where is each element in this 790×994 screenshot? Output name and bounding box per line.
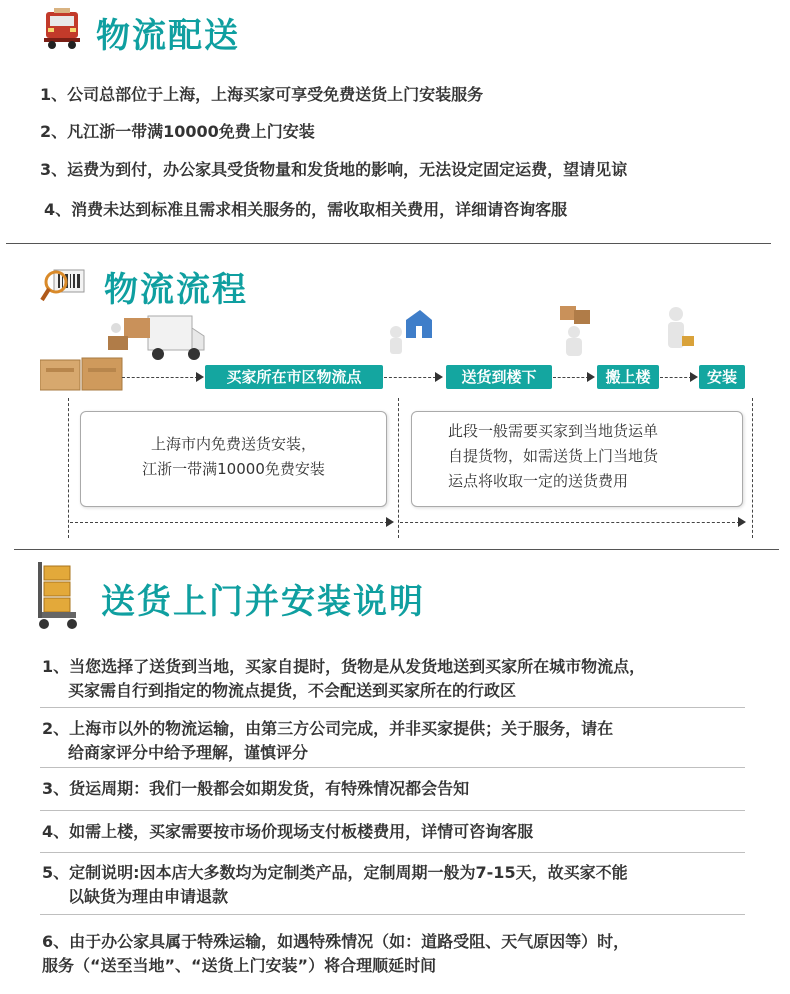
arrowhead: [587, 372, 595, 382]
divider: [40, 914, 745, 915]
delivery-truck-icon: [40, 8, 84, 52]
person-carrying-boxes-icon: [552, 306, 600, 362]
flow-arrow: [384, 377, 436, 378]
section-title-logistics: 物流配送: [96, 16, 240, 56]
section-title-logistics-process: 物流流程: [104, 270, 248, 310]
divider: [14, 549, 779, 550]
flow-step-install: 安装: [699, 365, 745, 389]
dashed-guide: [68, 398, 69, 538]
hand-truck-boxes-icon: [34, 562, 82, 632]
list-item: [42, 930, 629, 978]
list-item-line: 3、货运周期：我们一般都会如期发货，有特殊情况都会告知: [42, 779, 470, 798]
info-box-local-pickup: [411, 411, 743, 507]
list-item-line: 买家需自行到指定的物流点提货，不会配送到买家所在的行政区: [68, 681, 517, 700]
list-item-line: 给商家评分中给予理解，谨慎评分: [68, 743, 309, 762]
list-item-line: 5、定制说明:因本店大多数均为定制类产品，定制周期一般为7-15天，故买家不能: [42, 863, 628, 882]
flow-step-carry-upstairs: 搬上楼: [597, 365, 659, 389]
arrowhead: [196, 372, 204, 382]
list-item: [42, 717, 613, 765]
list-item: 2、凡江浙一带满10000免费上门安装: [40, 122, 315, 141]
divider: [40, 810, 745, 811]
person-house-icon: [384, 308, 432, 364]
list-item: [42, 820, 533, 844]
list-item-line: 以缺货为理由申请退款: [68, 887, 229, 906]
person-toolbox-icon: [660, 306, 696, 362]
list-item: 3、运费为到付，办公家具受货物量和发货地的影响，无法设定固定运费，望请见谅: [40, 160, 628, 179]
list-item: 4、消费未达到标准且需求相关服务的，需收取相关费用，详细请咨询客服: [44, 200, 568, 219]
flow-arrow: [122, 377, 198, 378]
section-title-delivery-installation: 送货上门并安装说明: [101, 582, 425, 622]
list-item-line: 6、由于办公家具属于特殊运输，如遇特殊情况（如：道路受阻、天气原因等）时，: [42, 932, 630, 951]
list-item: [42, 777, 469, 801]
arrowhead: [738, 517, 746, 527]
divider: [6, 243, 771, 244]
box-line: 自提货物，如需送货上门当地货: [448, 447, 659, 465]
box-line: 运点将收取一定的送货费用: [448, 472, 629, 490]
arrowhead: [690, 372, 698, 382]
list-item-line: 服务（“送至当地”、“送货上门安装”）将合理顺延时间: [42, 956, 437, 975]
list-item-line: 1、当您选择了送货到当地，买家自提时，货物是从发货地送到买家所在城市物流点，: [42, 657, 646, 676]
list-item: [42, 655, 645, 703]
list-item-line: 4、如需上楼，买家需要按市场价现场支付板楼费用，详情可咨询客服: [42, 822, 534, 841]
flow-step-deliver-downstairs: 送货到楼下: [446, 365, 552, 389]
flow-step-city-logistics-point: 买家所在市区物流点: [205, 365, 383, 389]
moving-van-icon: [108, 310, 208, 366]
box-line: 此段一般需要买家到当地货运单: [448, 422, 659, 440]
divider: [40, 767, 745, 768]
flow-arrow: [553, 377, 589, 378]
arrowhead: [386, 517, 394, 527]
dashed-guide: [752, 398, 753, 538]
list-item-line: 2、上海市以外的物流运输，由第三方公司完成，并非买家提供；关于服务，请在: [42, 719, 614, 738]
box-line: 上海市内免费送货安装，: [150, 435, 316, 453]
flow-arrow: [400, 522, 740, 523]
box-line: 江浙一带满10000免费安装: [142, 460, 325, 478]
divider: [40, 852, 745, 853]
list-item: [42, 861, 628, 909]
divider: [40, 707, 745, 708]
flow-arrow: [660, 377, 692, 378]
info-box-shanghai: [80, 411, 387, 507]
dashed-guide: [398, 398, 399, 538]
magnifier-barcode-icon: [40, 266, 90, 306]
flow-arrow: [70, 522, 388, 523]
list-item: 1、公司总部位于上海，上海买家可享受免费送货上门安装服务: [40, 85, 484, 104]
arrowhead: [435, 372, 443, 382]
